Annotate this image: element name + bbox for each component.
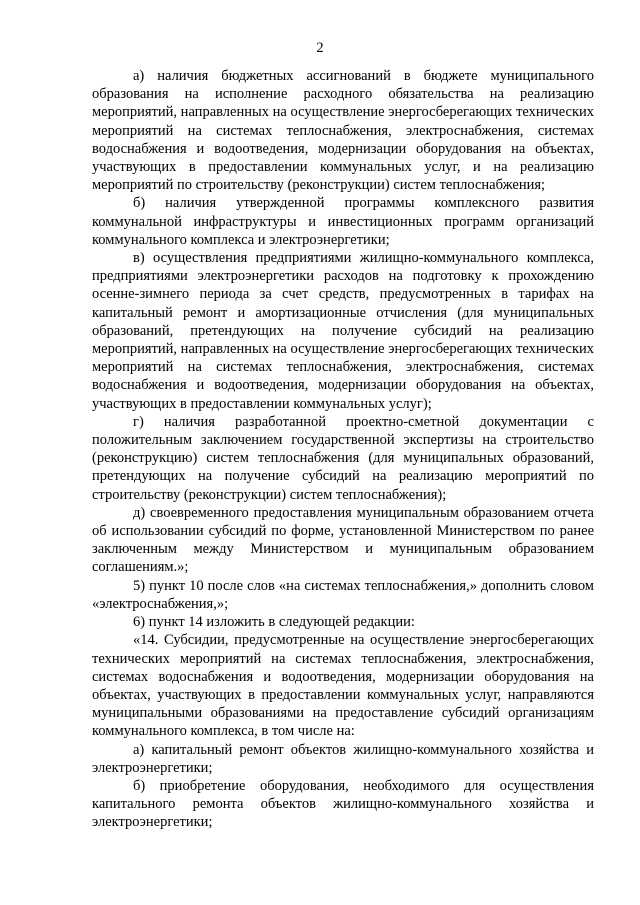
paragraph-clause-14: «14. Субсидии, предусмотренные на осуществление энергосберегающих технических мероприятий на системах теплоснабжения, электроснабжения, системах водоснабжения и водоотведения, модернизации оборудования на объектах, участвующих в предоставлении коммунальных услуг, направляются муниципальными образованиями на предоставление субсидий организациям коммунального комплекса, в том числе на: [92,632,594,740]
paragraph-b-program: б) наличия утвержденной программы комплексного развития коммунальной инфраструктуры и инвестиционных программ организаций коммунального комплекса и электроэнергетики; [92,195,594,248]
paragraph-d-report: д) своевременного предоставления муниципальным образованием отчета об использовании субсидий по форме, установленной Министерством по ранее заключенным между Министерством и муниципальным образованием соглашениям.»; [92,504,594,576]
page-number: 2 [316,40,324,56]
paragraph-v-expenses: в) осуществления предприятиями жилищно-коммунального комплекса, предприятиями электроэнергетики расходов на подготовку к прохождению осенне-зимнего периода за счет средств, предусмотренных в тарифах на капитальный ремонт и амортизационные отчисления (для муниципальных образований, претендующих на получение субсидий на реализацию мероприятий, направленных на осуществление энергосберегающих технических мероприятий на системах теплоснабжения, электроснабжения, системах водоснабжения и водоотведения, модернизации оборудования на объектах, участвующих в предоставлении коммунальных услуг); [92,250,594,412]
paragraph-clause-14-b: б) приобретение оборудования, необходимого для осуществления капитального ремонта объектов жилищно-коммунального хозяйства и электроэнергетики; [92,777,594,831]
paragraph-clause-14-a: а) капитальный ремонт объектов жилищно-коммунального хозяйства и электроэнергетики; [92,741,594,776]
paragraph-item-5: 5) пункт 10 после слов «на системах теплоснабжения,» дополнить словом «электроснабжения,»; [92,577,594,612]
paragraph-item-6: 6) пункт 14 изложить в следующей редакции: [133,614,415,631]
document-body [92,67,594,832]
paragraph-g-documentation: г) наличия разработанной проектно-сметной документации с положительным заключением государственной экспертизы на строительство (реконструкцию) систем теплоснабжения (для муниципальных образований, претендующих на получение субсидий на реализацию мероприятий по строительству (реконструкции) систем теплоснабжения); [92,413,594,503]
paragraph-a-budget: а) наличия бюджетных ассигнований в бюджете муниципального образования на исполнение расходного обязательства на реализацию мероприятий, направленных на осуществление энергосберегающих технических мероприятий на системах теплоснабжения, электроснабжения, системах водоснабжения и водоотведения, модернизации оборудования на объектах, участвующих в предоставлении коммунальных услуг, и на реализацию мероприятий по строительству (реконструкции) систем теплоснабжения; [92,68,594,194]
